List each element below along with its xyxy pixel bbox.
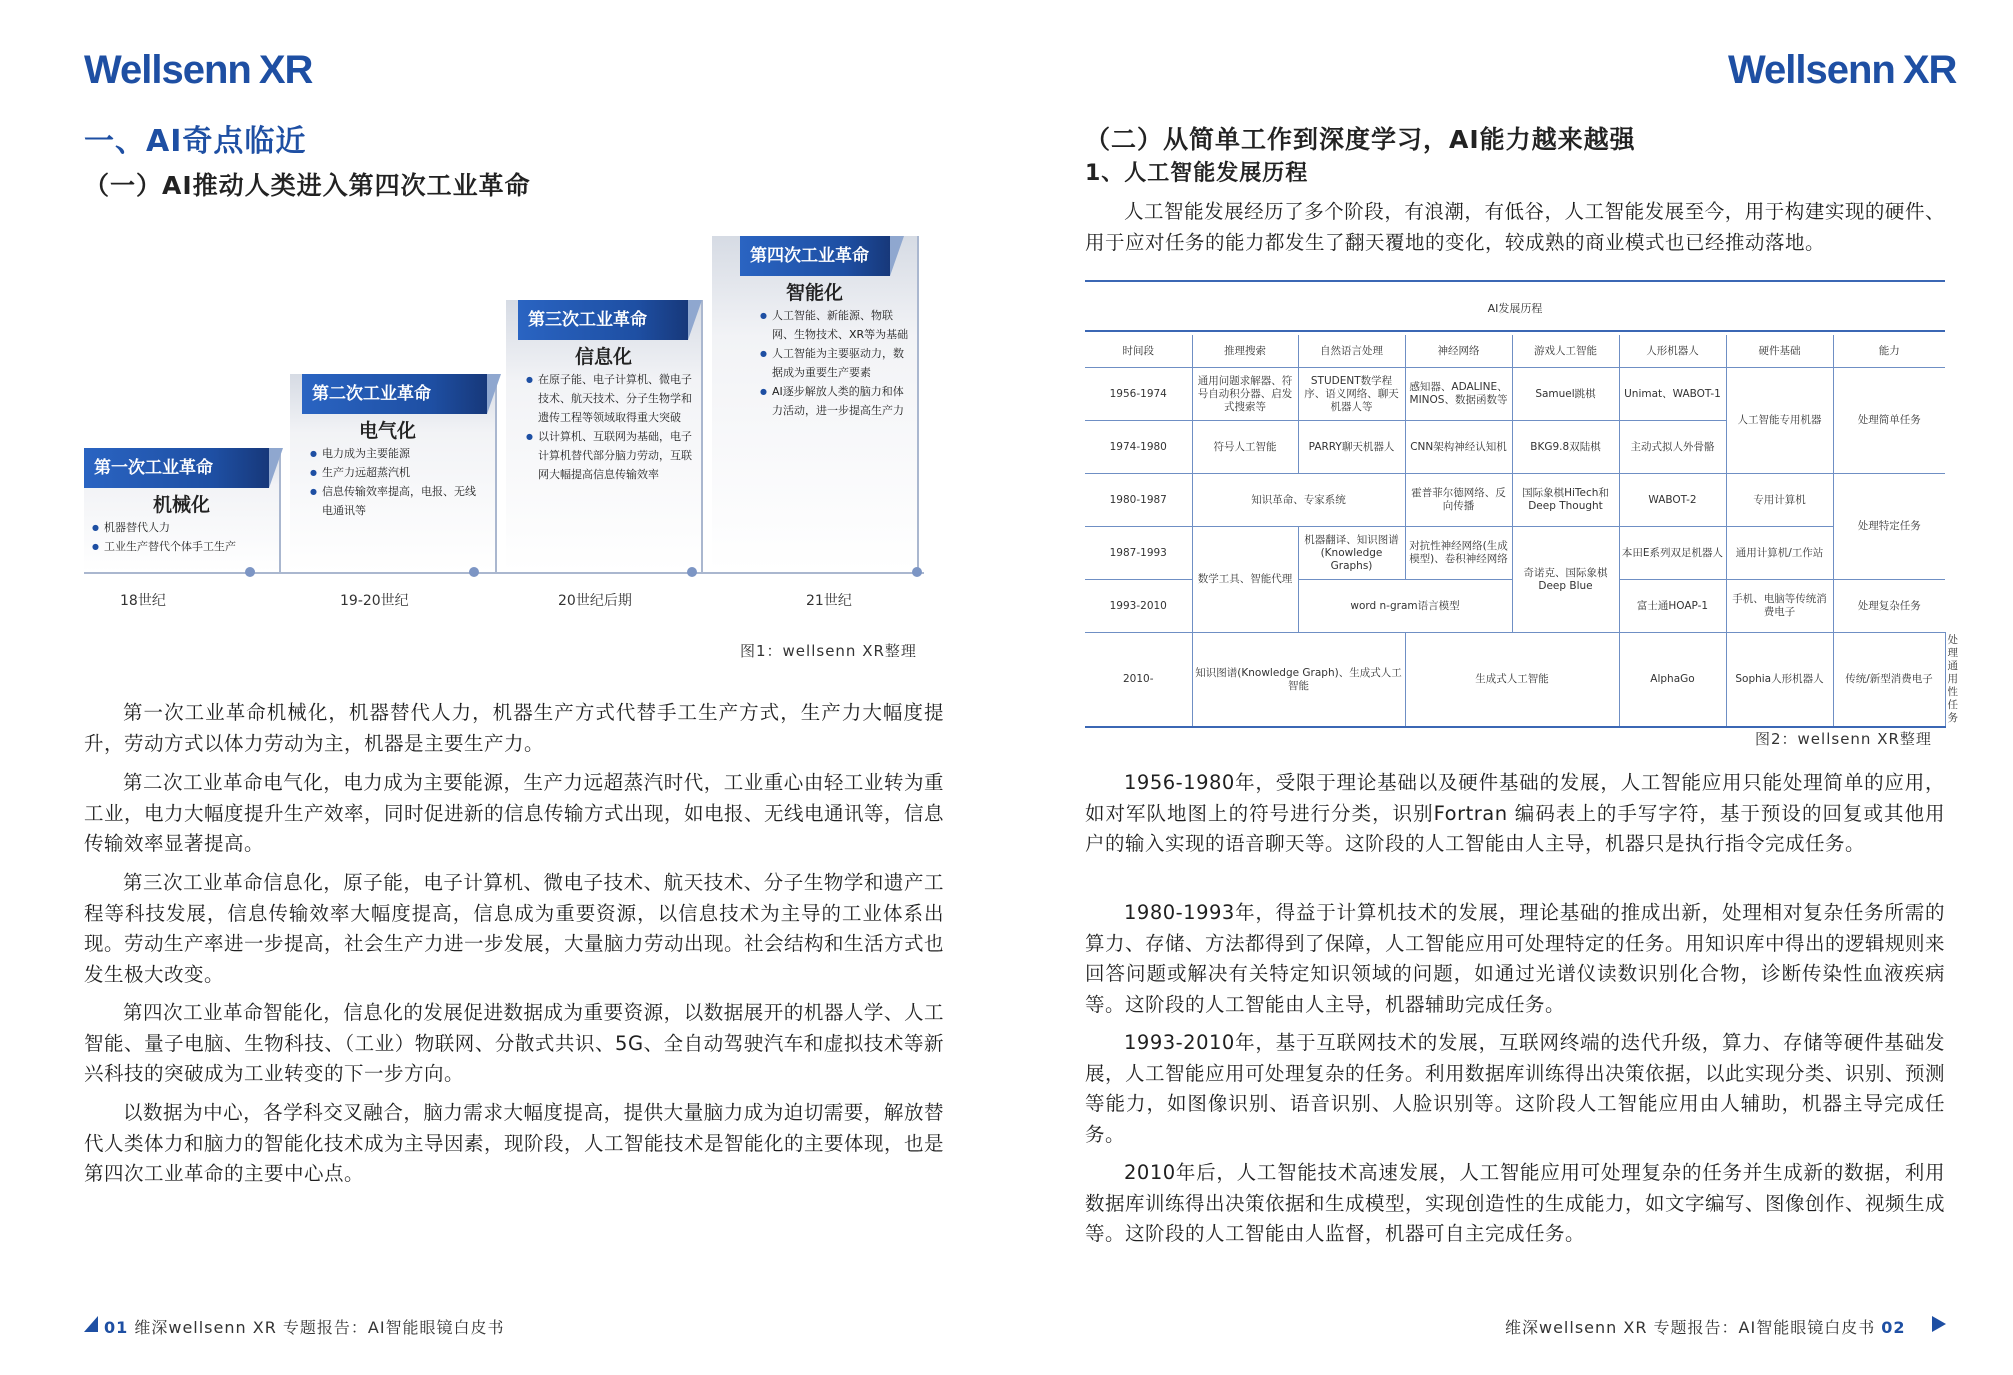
table-cell: 1980-1987 [1085,474,1192,527]
subsection-title: （二）从简单工作到深度学习，AI能力越来越强 [1085,125,1636,154]
stage-item: ● 信息传输效率提高，电报、无线电通讯等 [310,482,480,520]
table-row [1085,527,1945,580]
stage-list [310,444,480,520]
timeline-axis [84,572,924,574]
table-title: AI发展历程 [1487,302,1543,315]
stage-band: 第四次工业革命 [740,236,890,276]
table-cell: AlphaGo [1619,633,1726,728]
table-cell: 符号人工智能 [1192,421,1298,474]
column-header: 推理搜索 [1192,335,1298,368]
stage-item: ● AI逐步解放人类的脑力和体力活动，进一步提高生产力 [760,382,910,420]
table-cell: 机器翻译、知识图谱(Knowledge Graphs) [1298,527,1405,580]
stage-title: 机械化 [152,494,210,516]
column-header: 自然语言处理 [1298,335,1405,368]
timeline-dot [687,567,697,577]
logo-text: Wellsenn [1728,48,1895,92]
table-row [1085,368,1945,421]
page-number: 01 [104,1318,129,1337]
paragraph: 第一次工业革命机械化，机器替代人力，机器生产方式代替手工生产方式，生产力大幅度提升，劳动方式以体力劳动为主，机器是主要生产力。 [84,701,944,755]
paragraph: 第四次工业革命智能化，信息化的发展促进数据成为重要资源，以数据展开的机器人学、人工智能、量子电脑、生物科技、（工业）物联网、分散式共识、5G、全自动驾驶汽车和虚拟技术等新兴科技的突破成为工业转变的下一步方向。 [84,1001,944,1085]
table-cell: 1956-1974 [1085,368,1192,421]
table-cell: 知识革命、专家系统 [1192,474,1405,527]
page-number: 02 [1881,1318,1906,1337]
timeline-dot [912,567,922,577]
table-cell: 传统/新型消费电子 [1833,633,1945,728]
table-cell: 霍普菲尔德网络、反向传播 [1405,474,1512,527]
stage-item: ● 工业生产替代个体手工生产 [92,537,277,556]
paragraph: 1993-2010年，基于互联网技术的发展，互联网终端的迭代升级，算力、存储等硬件基础发展，人工智能应用可处理复杂的任务。利用数据库训练得出决策依据，以此实现分类、识别、预测等能力，如图像识别、语音识别、人脸识别等。这阶段人工智能应用由人辅助，机器主导完成任务。 [1085,1031,1946,1146]
paragraph: 人工智能发展经历了多个阶段，有浪潮，有低谷，人工智能发展至今，用于构建实现的硬件、用于应对任务的能力都发生了翻天覆地的变化，较成熟的商业模式也已经推动落地。 [1085,200,1945,254]
wellsenn-logo [84,48,312,93]
stage-item: ● 机器替代人力 [92,518,277,537]
stage-band: 第一次工业革命 [84,448,269,488]
table-cell: BKG9.8双陆棋 [1512,421,1619,474]
stair-divider [701,300,703,572]
stage-list [760,306,910,420]
timeline-dot [469,567,479,577]
table-cell: 感知器、ADALINE、MINOS、数据函数等 [1405,368,1512,421]
column-header: 时间段 [1085,335,1192,368]
table-cell: 处理特定任务 [1833,474,1945,580]
page-marker-icon [84,1316,98,1332]
table-cell: 手机、电脑等传统消费电子 [1726,580,1833,633]
logo-text: Wellsenn [84,48,251,92]
timeline-dot [245,567,255,577]
table-row: 2010- 知识图谱(Knowledge Graph)、生成式人工智能 生成式人工智能 AlphaGo Sophia人形机器人 传统/新型消费电子 处理通用性任务 [1085,633,1945,728]
stage-item: ● 生产力远超蒸汽机 [310,463,480,482]
figure-caption: 图1：wellsenn XR整理 [740,642,917,660]
paragraph: 第三次工业革命信息化，原子能，电子计算机、微电子技术、航天技术、分子生物学和遗产工程等科技发展，信息传输效率大幅度提高，信息成为重要资源，以信息技术为主导的工业体系出现。劳动生产率进一步提高，社会生产力进一步发展，大量脑力劳动出现。社会结构和生活方式也发生极大改变。 [84,871,945,986]
table-cell: 通用问题求解器、符号自动积分器、启发式搜索等 [1192,368,1298,421]
table-cell: 本田E系列双足机器人 [1619,527,1726,580]
column-header: 人形机器人 [1619,335,1726,368]
figure-caption: 图2：wellsenn XR整理 [1755,730,1932,748]
stage-title: 智能化 [785,282,843,304]
table-cell: 国际象棋HiTech和Deep Thought [1512,474,1619,527]
table-cell: 数学工具、智能代理 [1192,527,1298,633]
column-header: 神经网络 [1405,335,1512,368]
timeline-label: 21世纪 [806,593,852,609]
paragraph: 1956-1980年，受限于理论基础以及硬件基础的发展，人工智能应用只能处理简单的应用，如对军队地图上的符号进行分类，识别Fortran 编码表上的手写字符，基于预设的回复或其他用户的输入实现的语音聊天等。这阶段的人工智能由人主导，机器只是执行指令完成任务。 [1085,771,1945,855]
table-cell: 知识图谱(Knowledge Graph)、生成式人工智能 [1192,633,1405,728]
table-cell: 专用计算机 [1726,474,1833,527]
table-cell: 通用计算机/工作站 [1726,527,1833,580]
footer-text: 维深wellsenn XR 专题报告：AI智能眼镜白皮书 [1505,1318,1876,1337]
table-cell: 1987-1993 [1085,527,1192,580]
logo-suffix: XR [1902,48,1957,92]
stage-item: ● 电力成为主要能源 [310,444,480,463]
table-cell: 处理复杂任务 [1833,580,1945,633]
table [1085,335,1958,728]
paragraph: 1980-1993年，得益于计算机技术的发展，理论基础的推成出新，处理相对复杂任务所需的算力、存储、方法都得到了保障，人工智能应用可处理特定的任务。用知识库中得出的逻辑规则来回答问题或解决有关特定知识领域的问题，如通过光谱仪读数识别化合物，诊断传染性血液疾病等。这阶段的人工智能由人主导，机器辅助完成任务。 [1085,901,1946,1016]
column-header: 能力 [1833,335,1945,368]
page-footer [104,1315,505,1338]
table-cell: 对抗性神经网络(生成模型)、卷积神经网络 [1405,527,1512,580]
footer-text: 维深wellsenn XR 专题报告：AI智能眼镜白皮书 [134,1318,505,1337]
table-cell: 2010- [1085,633,1192,728]
table-row [1085,474,1945,527]
paragraph: 以数据为中心，各学科交叉融合，脑力需求大幅度提高，提供大量脑力成为迫切需要，解放替代人类体力和脑力的智能化技术成为主导因素，现阶段，人工智能技术是智能化的主要体现，也是第四次工业革命的主要中心点。 [84,1101,945,1185]
table-cell: PARRY聊天机器人 [1298,421,1405,474]
stage-item: ● 人工智能、新能源、物联网、生物技术、XR等为基础 [760,306,910,344]
table-cell: 奇诺克、国际象棋Deep Blue [1512,527,1619,633]
table-cell: STUDENT数学程序、语义网络、聊天机器人等 [1298,368,1405,421]
page-footer [1505,1315,1906,1338]
stage-band: 第二次工业革命 [302,374,487,414]
paragraph: 2010年后，人工智能技术高速发展，人工智能应用可处理复杂的任务并生成新的数据，利用数据库训练得出决策依据和生成模型，实现创造性的生成能力，如文字编写、图像创作、视频生成等。这阶段的人工智能由人监督，机器可自主完成任务。 [1085,1161,1946,1245]
section-title: 一、AI奇点临近 [84,124,307,159]
table-header-row [1085,335,1945,368]
stage-item: ● 人工智能为主要驱动力，数据成为重要生产要素 [760,344,910,382]
stage-title: 信息化 [574,346,632,368]
logo-suffix: XR [258,48,313,92]
table-cell: Samuel跳棋 [1512,368,1619,421]
table-cell: 处理简单任务 [1833,368,1945,474]
table-cell: 人工智能专用机器 [1726,368,1833,474]
timeline-label: 19-20世纪 [340,593,409,609]
table-cell: WABOT-2 [1619,474,1726,527]
table-cell: CNN架构神经认知机 [1405,421,1512,474]
stage-item: ● 在原子能、电子计算机、微电子技术、航天技术、分子生物学和遗传工程等领域取得重大突破 [526,370,696,427]
stage-list [526,370,696,484]
page-marker-icon [1932,1316,1946,1332]
table-cell: Unimat、WABOT-1 [1619,368,1726,421]
table-cell: Sophia人形机器人 [1726,633,1833,728]
stage-title: 电气化 [358,420,416,442]
stage-band: 第三次工业革命 [518,300,688,340]
table-cell: 1993-2010 [1085,580,1192,633]
table-cell: 生成式人工智能 [1405,633,1619,728]
table-cell: word n-gram语言模型 [1298,580,1512,633]
subsubsection-title: 1、人工智能发展历程 [1085,161,1309,186]
stage-item: ● 以计算机、互联网为基础，电子计算机替代部分脑力劳动，互联网大幅提高信息传输效率 [526,427,696,484]
paragraph: 第二次工业革命电气化，电力成为主要能源，生产力远超蒸汽时代，工业重心由轻工业转为重工业，电力大幅度提升生产效率，同时促进新的信息传输方式出现，如电报、无线电通讯等，信息传输效率显著提高。 [84,771,945,855]
table-rule [1085,330,1945,332]
table-cell: 主动式拟人外骨骼 [1619,421,1726,474]
timeline-label: 20世纪后期 [558,593,632,609]
table-rule [1085,280,1945,282]
timeline-label: 18世纪 [120,593,166,609]
stage-list [92,518,277,556]
column-header: 硬件基础 [1726,335,1833,368]
subsection-title: （一）AI推动人类进入第四次工业革命 [84,171,531,200]
stair-divider [917,236,919,572]
column-header: 游戏人工智能 [1512,335,1619,368]
table-cell: 1974-1980 [1085,421,1192,474]
wellsenn-logo [1728,48,1956,93]
table-cell: 富士通HOAP-1 [1619,580,1726,633]
